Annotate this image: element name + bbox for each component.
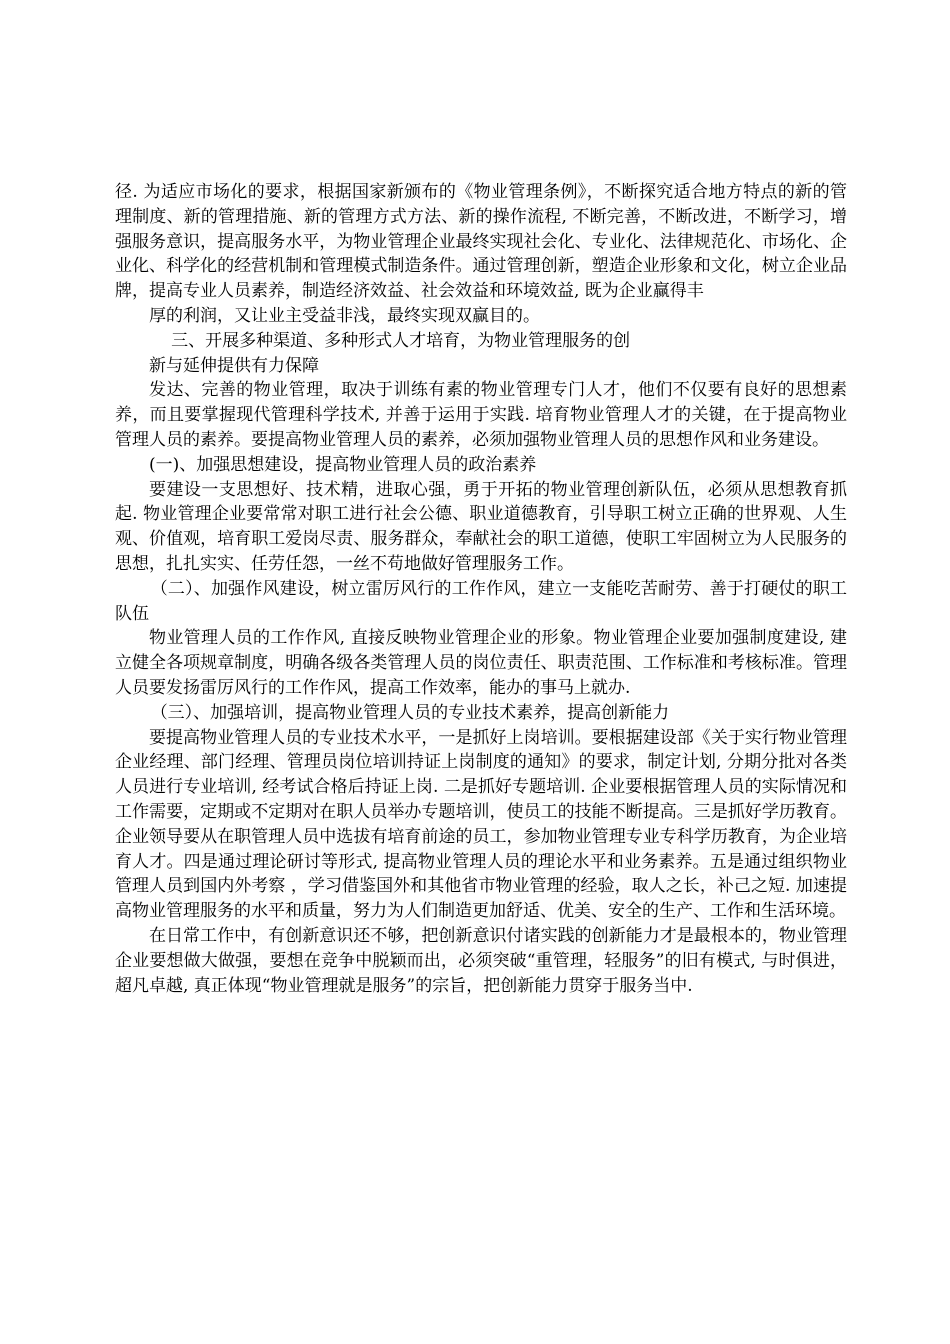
document-body xyxy=(115,180,847,998)
subheading-training: （三）、加强培训，提高物业管理人员的专业技术素养，提高创新能力 xyxy=(150,702,670,723)
paragraph-training: 要提高物业管理人员的专业技术水平，一是抓好上岗培训。要根据建设部《关于实行物业管理企业经理、部门经理、管理员岗位培训持证上岗制度的通知》的要求，制定计划, 分期分批对各类人员进行专业培训, 经考试合格后持证上岗. 二是抓好专题培训. 企业要根据管理人员的实际情况和工作需要，定期或不定期对在职人员举办专题培训，使员工的技能不断提高。三是抓好学历教育。企业领导要从在职管理人员中选拔有培育前途的员工，参加物业管理专业专科学历教育，为企业培育人才。四是通过理论研讨等形式, 提高物业管理人员的理论水平和业务素养。五是通过组织物业管理人员到国内外考察 ，学习借鉴国外和其他省市物业管理的经验，取人之长，补己之短. 加速提高物业管理服务的水平和质量，努力为人们制造更加舒适、优美、安全的生产、工作和生活环境。 xyxy=(115,727,847,922)
subheading-ideological-building: (一)、加强思想建设，提高物业管理人员的政治素养 xyxy=(149,454,537,475)
paragraph-ideological-education: 要建设一支思想好、技术精，进取心强，勇于开拓的物业管理创新队伍，必须从思想教育抓起. 物业管理企业要常常对职工进行社会公德、职业道德教育，引导职工树立正确的世界观、人生观、价值观，培育职工爱岗尽责、服务群众，奉献社会的职工道德，使职工牢固树立为人民服务的思想，扎扎实实、任劳任怨，一丝不苟地做好管理服务工作。 xyxy=(115,479,847,574)
paragraph-innovation-ability: 在日常工作中，有创新意识还不够，把创新意识付诸实践的创新能力才是最根本的，物业管理企业要想做大做强，要想在竞争中脱颖而出，必须突破“重管理，轻服务”的旧有模式, 与时俱进，超凡卓越, 真正体现“物业管理就是服务”的宗旨，把创新能力贯穿于服务当中. xyxy=(115,925,847,996)
heading-section-three-continued: 新与延伸提供有力保障 xyxy=(149,355,319,376)
paragraph-talent-cultivation: 发达、完善的物业管理，取决于训练有素的物业管理专门人才，他们不仅要有良好的思想素养，而且要掌握现代管理科学技术, 并善于运用于实践. 培育物业管理人才的关键，在于提高物业管理人员的素养。要提高物业管理人员的素养，必须加强物业管理人员的思想作风和业务建设。 xyxy=(115,380,847,450)
paragraph-management-innovation: 径. 为适应市场化的要求，根据国家新颁布的《物业管理条例》，不断探究适合地方特点的新的管理制度、新的管理措施、新的管理方式方法、新的操作流程, 不断完善，不断改进，不断学习，增强服务意识，提高服务水平，为物业管理企业最终实现社会化、专业化、法律规范化、市场化、企业化、科学化的经营机制和管理模式制造条件。通过管理创新，塑造企业形象和文化，树立企业品牌，提高专业人员素养，制造经济效益、社会效益和环境效益, 既为企业赢得丰 xyxy=(115,182,847,302)
subheading-work-style: （二）、加强作风建设，树立雷厉风行的工作作风，建立一支能吃苦耐劳、善于打硬仗的职工队伍 xyxy=(115,578,847,624)
paragraph-mutual-benefit: 厚的利润，又让业主受益非浅，最终实现双赢目的。 xyxy=(149,305,540,326)
heading-section-three: 三、开展多种渠道、多种形式人才培育，为物业管理服务的创 xyxy=(171,330,631,351)
paragraph-work-style: 物业管理人员的工作作风, 直接反映物业管理企业的形象。物业管理企业要加强制度建设, 建立健全各项规章制度，明确各级各类管理人员的岗位责任、职责范围、工作标准和考核标准。管理人员要发扬雷厉风行的工作作风，提高工作效率，能办的事马上就办. xyxy=(115,628,847,698)
